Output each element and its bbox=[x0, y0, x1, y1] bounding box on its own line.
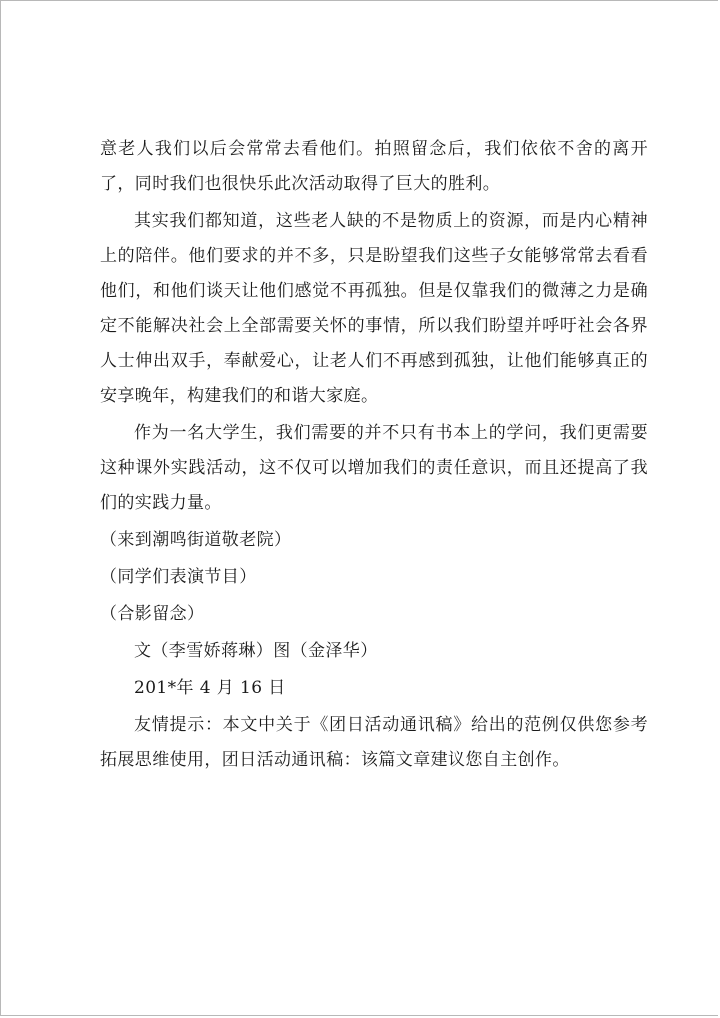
photo-caption-performance: （同学们表演节目） bbox=[100, 567, 257, 587]
photo-caption-nursing-home: （来到潮鸣街道敬老院） bbox=[100, 530, 292, 550]
paragraph-continuation: 意老人我们以后会常常去看他们。拍照留念后，我们依依不舍的离开了，同时我们也很快乐此次活动取得了巨大的胜利。 bbox=[100, 139, 648, 194]
friendly-tip: 友情提示：本文中关于《团日活动通讯稿》给出的范例仅供您参考拓展思维使用，团日活动通讯稿：该篇文章建议您自主创作。 bbox=[100, 715, 648, 770]
byline: 文（李雪娇蒋琳）图（金泽华） bbox=[134, 641, 378, 661]
paragraph-student-practice: 作为一名大学生，我们需要的并不只有书本上的学问，我们更需要这种课外实践活动，这不仅可以增加我们的责任意识，而且还提高了我们的实践力量。 bbox=[100, 423, 648, 513]
photo-caption-group-photo: （合影留念） bbox=[100, 604, 205, 624]
paragraph-reflection: 其实我们都知道，这些老人缺的不是物质上的资源，而是内心精神上的陪伴。他们要求的并不多，只是盼望我们这些子女能够常常去看看他们，和他们谈天让他们感觉不再孤独。但是仅靠我们的微薄之力是确定不能解决社会上全部需要关怀的事情，所以我们盼望并呼吁社会各界人士伸出双手，奉献爱心，让老人们不再感到孤独，让他们能够真正的安享晚年，构建我们的和谐大家庭。 bbox=[100, 211, 648, 406]
date-line: 201*年 4 月 16 日 bbox=[134, 678, 286, 698]
document-body bbox=[100, 132, 648, 778]
